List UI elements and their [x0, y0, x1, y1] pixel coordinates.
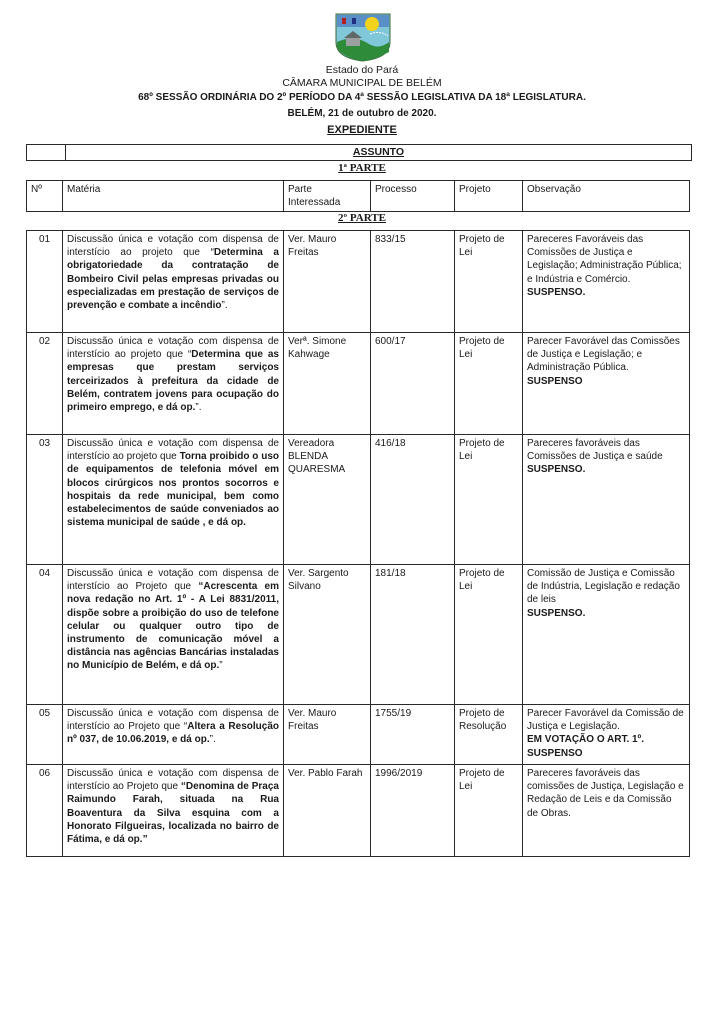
- row-materia: Discussão única e votação com dispensa de interstício ao projeto que Torna proibido o uso de equipamentos de telefonia móvel em blocos cirúrgicos nos prontos socorros e hospitais da rede municipal, bem como estabelecimentos de saúde conveniados ao sistema municipal de saúde , e dá op.: [63, 435, 284, 565]
- row-materia: Discussão única e votação com dispensa de interstício ao Projeto que “Acrescenta em nova redação no Art. 1º - A Lei 8831/2011, dispõe sobre a proibição do uso de telefone celular ou qualquer outro tipo de instrumento de comunicação móvel a distância nas agências Bancárias instaladas no Município de Belém, e dá op.”: [63, 565, 284, 705]
- row-parte: Vereadora BLENDA QUARESMA: [284, 435, 371, 565]
- table-row: [27, 333, 690, 435]
- row-observacao: Parecer Favorável da Comissão de Justiça e Legislação. EM VOTAÇÃO O ART. 1º. SUSPENSO: [523, 705, 690, 765]
- row-number: 01: [27, 231, 63, 333]
- row-observacao: Comissão de Justiça e Comissão de Indústria, Legislação e redação de leis SUSPENSO.: [523, 565, 690, 705]
- col-header-processo: Processo: [371, 181, 455, 212]
- row-number: 04: [27, 565, 63, 705]
- row-parte: Ver. Pablo Farah: [284, 765, 371, 857]
- row-projeto: Projeto de Lei: [455, 565, 523, 705]
- assunto-label: ASSUNTO: [66, 145, 692, 161]
- assunto-table: [26, 144, 692, 161]
- row-processo: 600/17: [371, 333, 455, 435]
- session-title: 68º SESSÃO ORDINÁRIA DO 2º PERÍODO DA 4ª SESSÃO LEGISLATIVA DA 18ª LEGISLATURA.: [138, 92, 586, 103]
- row-parte: Ver. Mauro Freitas: [284, 705, 371, 765]
- row-parte: Ver. Sargento Silvano: [284, 565, 371, 705]
- table-row: [27, 231, 690, 333]
- row-parte: Verª. Simone Kahwage: [284, 333, 371, 435]
- row-observacao: Pareceres favoráveis das comissões de Justiça, Legislação e Redação de Leis e da Comissão de Obras.: [523, 765, 690, 857]
- row-materia: Discussão única e votação com dispensa de interstício ao projeto que “Determina a obrigatoriedade da contratação de Bombeiro Civil pelas empresas privadas ou especializadas em prestação de serviços de prevenção e combate a incêndio”.: [63, 231, 284, 333]
- chamber-name: CÂMARA MUNICIPAL DE BELÉM: [282, 77, 442, 89]
- section-title: EXPEDIENTE: [327, 124, 397, 136]
- table-row: [27, 435, 690, 565]
- col-header-materia: Matéria: [63, 181, 284, 212]
- row-materia: Discussão única e votação com dispensa de interstício ao projeto que “Determina que as empresas que prestam serviços terceirizados à prefeitura da cidade de Belém, contratem jovens para ocupação do primeiro emprego, e dá op.”.: [63, 333, 284, 435]
- assunto-empty-cell: [27, 145, 66, 161]
- table-row: [27, 565, 690, 705]
- row-materia: Discussão única e votação com dispensa de interstício ao Projeto que “Denomina de Praça Raimundo Farah, situada na Rua Boaventura da Silva esquina com a Honorato Filgueiras, localizada no bairro de Fátima, e dá op.”: [63, 765, 284, 857]
- row-number: 05: [27, 705, 63, 765]
- part2-label: 2º PARTE: [338, 212, 386, 224]
- col-header-observacao: Observação: [523, 181, 690, 212]
- status-label: SUSPENSO.: [527, 464, 586, 476]
- row-processo: 1996/2019: [371, 765, 455, 857]
- row-parte: Ver. Mauro Freitas: [284, 231, 371, 333]
- row-number: 06: [27, 765, 63, 857]
- row-processo: 1755/19: [371, 705, 455, 765]
- row-projeto: Projeto de Resolução: [455, 705, 523, 765]
- row-projeto: Projeto de Lei: [455, 435, 523, 565]
- status-label: EM VOTAÇÃO O ART. 1º. SUSPENSO: [527, 734, 644, 759]
- row-number: 03: [27, 435, 63, 565]
- row-processo: 416/18: [371, 435, 455, 565]
- coat-of-arms-logo-icon: [334, 12, 392, 62]
- col-header-num: Nº: [27, 181, 63, 212]
- row-projeto: Projeto de Lei: [455, 333, 523, 435]
- column-header-table: [26, 180, 690, 212]
- part1-label: 1ª PARTE: [338, 162, 386, 174]
- table-row: [27, 765, 690, 857]
- status-label: SUSPENSO.: [527, 607, 586, 619]
- col-header-parte: Parte Interessada: [284, 181, 371, 212]
- row-observacao: Parecer Favorável das Comissões de Justiça e Legislação; e Administração Pública. SUSPENSO: [523, 333, 690, 435]
- row-observacao: Pareceres favoráveis das Comissões de Justiça e saúde SUSPENSO.: [523, 435, 690, 565]
- table-row: [27, 705, 690, 765]
- row-number: 02: [27, 333, 63, 435]
- row-projeto: Projeto de Lei: [455, 231, 523, 333]
- row-processo: 833/15: [371, 231, 455, 333]
- agenda-table: [26, 230, 690, 857]
- status-label: SUSPENSO.: [527, 286, 586, 298]
- row-observacao: Pareceres Favoráveis das Comissões de Justiça e Legislação; Administração Pública; e Indústria e Comércio. SUSPENSO.: [523, 231, 690, 333]
- row-processo: 181/18: [371, 565, 455, 705]
- status-label: SUSPENSO: [527, 375, 583, 387]
- row-projeto: Projeto de Lei: [455, 765, 523, 857]
- row-materia: Discussão única e votação com dispensa de interstício ao Projeto que “Altera a Resolução nº 037, de 10.06.2019, e dá op.”.: [63, 705, 284, 765]
- session-date: BELÉM, 21 de outubro de 2020.: [287, 108, 437, 119]
- col-header-projeto: Projeto: [455, 181, 523, 212]
- state-name: Estado do Pará: [325, 64, 399, 76]
